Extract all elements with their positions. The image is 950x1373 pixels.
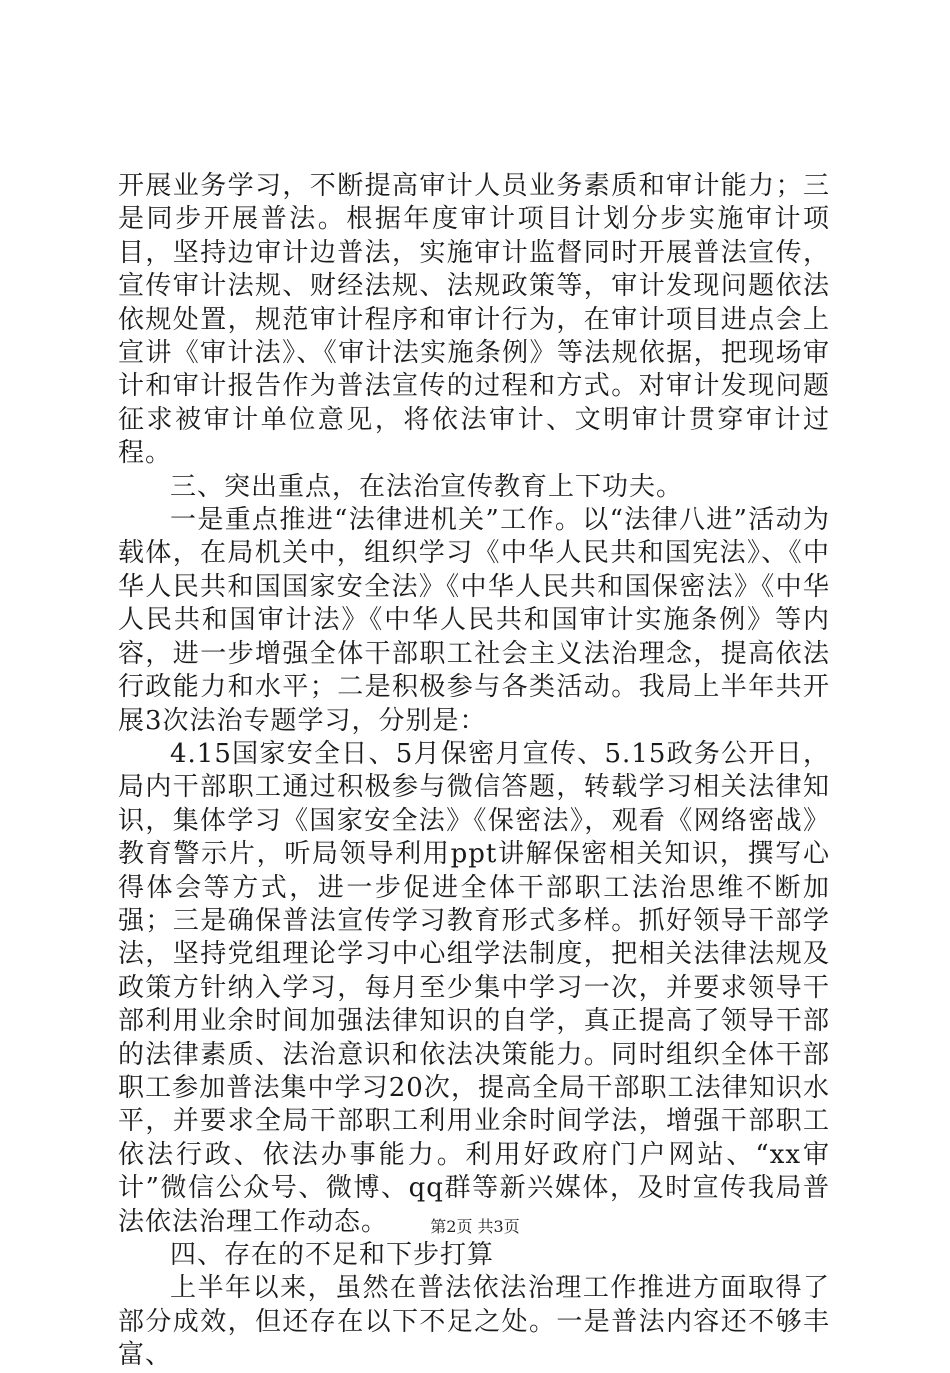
paragraph-1: 开展业务学习，不断提高审计人员业务素质和审计能力；三是同步开展普法。根据年度审计项目计划分步实施审计项目，坚持边审计边普法，实施审计监督同时开展普法宣传，宣传审计法规、财经法规、法规政策等，审计发现问题依法依规处置，规范审计程序和审计行为，在审计项目进点会上宣讲《审计法》、《审计法实施条例》等法规依据，把现场审计和审计报告作为普法宣传的过程和方式。对审计发现问题征求被审计单位意见，将依法审计、文明审计贯穿审计过程。 xyxy=(118,171,830,469)
paragraph-3: 一是重点推进“法律进机关”工作。以“法律八进”活动为载体，在局机关中，组织学习《中华人民共和国宪法》、《中华人民共和国国家安全法》《中华人民共和国保密法》《中华人民共和国审计法》《中华人民共和国审计实施条例》等内容，进一步增强全体干部职工社会主义法治理念，提高依法行政能力和水平；二是积极参与各类活动。我局上半年共开展3次法治专题学习，分别是： xyxy=(118,505,830,736)
page-footer xyxy=(0,1214,950,1237)
paragraph-4: 4.15国家安全日、5月保密月宣传、5.15政务公开日，局内干部职工通过积极参与微信答题，转载学习相关法律知识，集体学习《国家安全法》《保密法》，观看《网络密战》教育警示片，听局领导利用ppt讲解保密相关知识，撰写心得体会等方式，进一步促进全体干部职工法治思维不断加强；三是确保普法宣传学习教育形式多样。抓好领导干部学法，坚持党组理论学习中心组学法制度，把相关法律法规及政策方针纳入学习，每月至少集中学习一次，并要求领导干部利用业余时间加强法律知识的自学，真正提高了领导干部的法律素质、法治意识和依法决策能力。同时组织全体干部职工参加普法集中学习20次，提高全局干部职工法律知识水平，并要求全局干部职工利用业余时间学法，增强干部职工依法行政、依法办事能力。利用好政府门户网站、“xx审计”微信公众号、微博、qq群等新兴媒体，及时宣传我局普法依法治理工作动态。 xyxy=(118,738,830,1237)
page-number-label: 第2页 共3页 xyxy=(430,1217,520,1236)
section-heading-4: 四、存在的不足和下步打算 xyxy=(170,1240,495,1270)
section-heading-3: 三、突出重点，在法治宣传教育上下功夫。 xyxy=(170,471,684,502)
document-body xyxy=(118,170,830,1373)
paragraph-6: 上半年以来，虽然在普法依法治理工作推进方面取得了部分成效，但还存在以下不足之处。一是普法内容还不够丰富、 xyxy=(118,1273,830,1371)
